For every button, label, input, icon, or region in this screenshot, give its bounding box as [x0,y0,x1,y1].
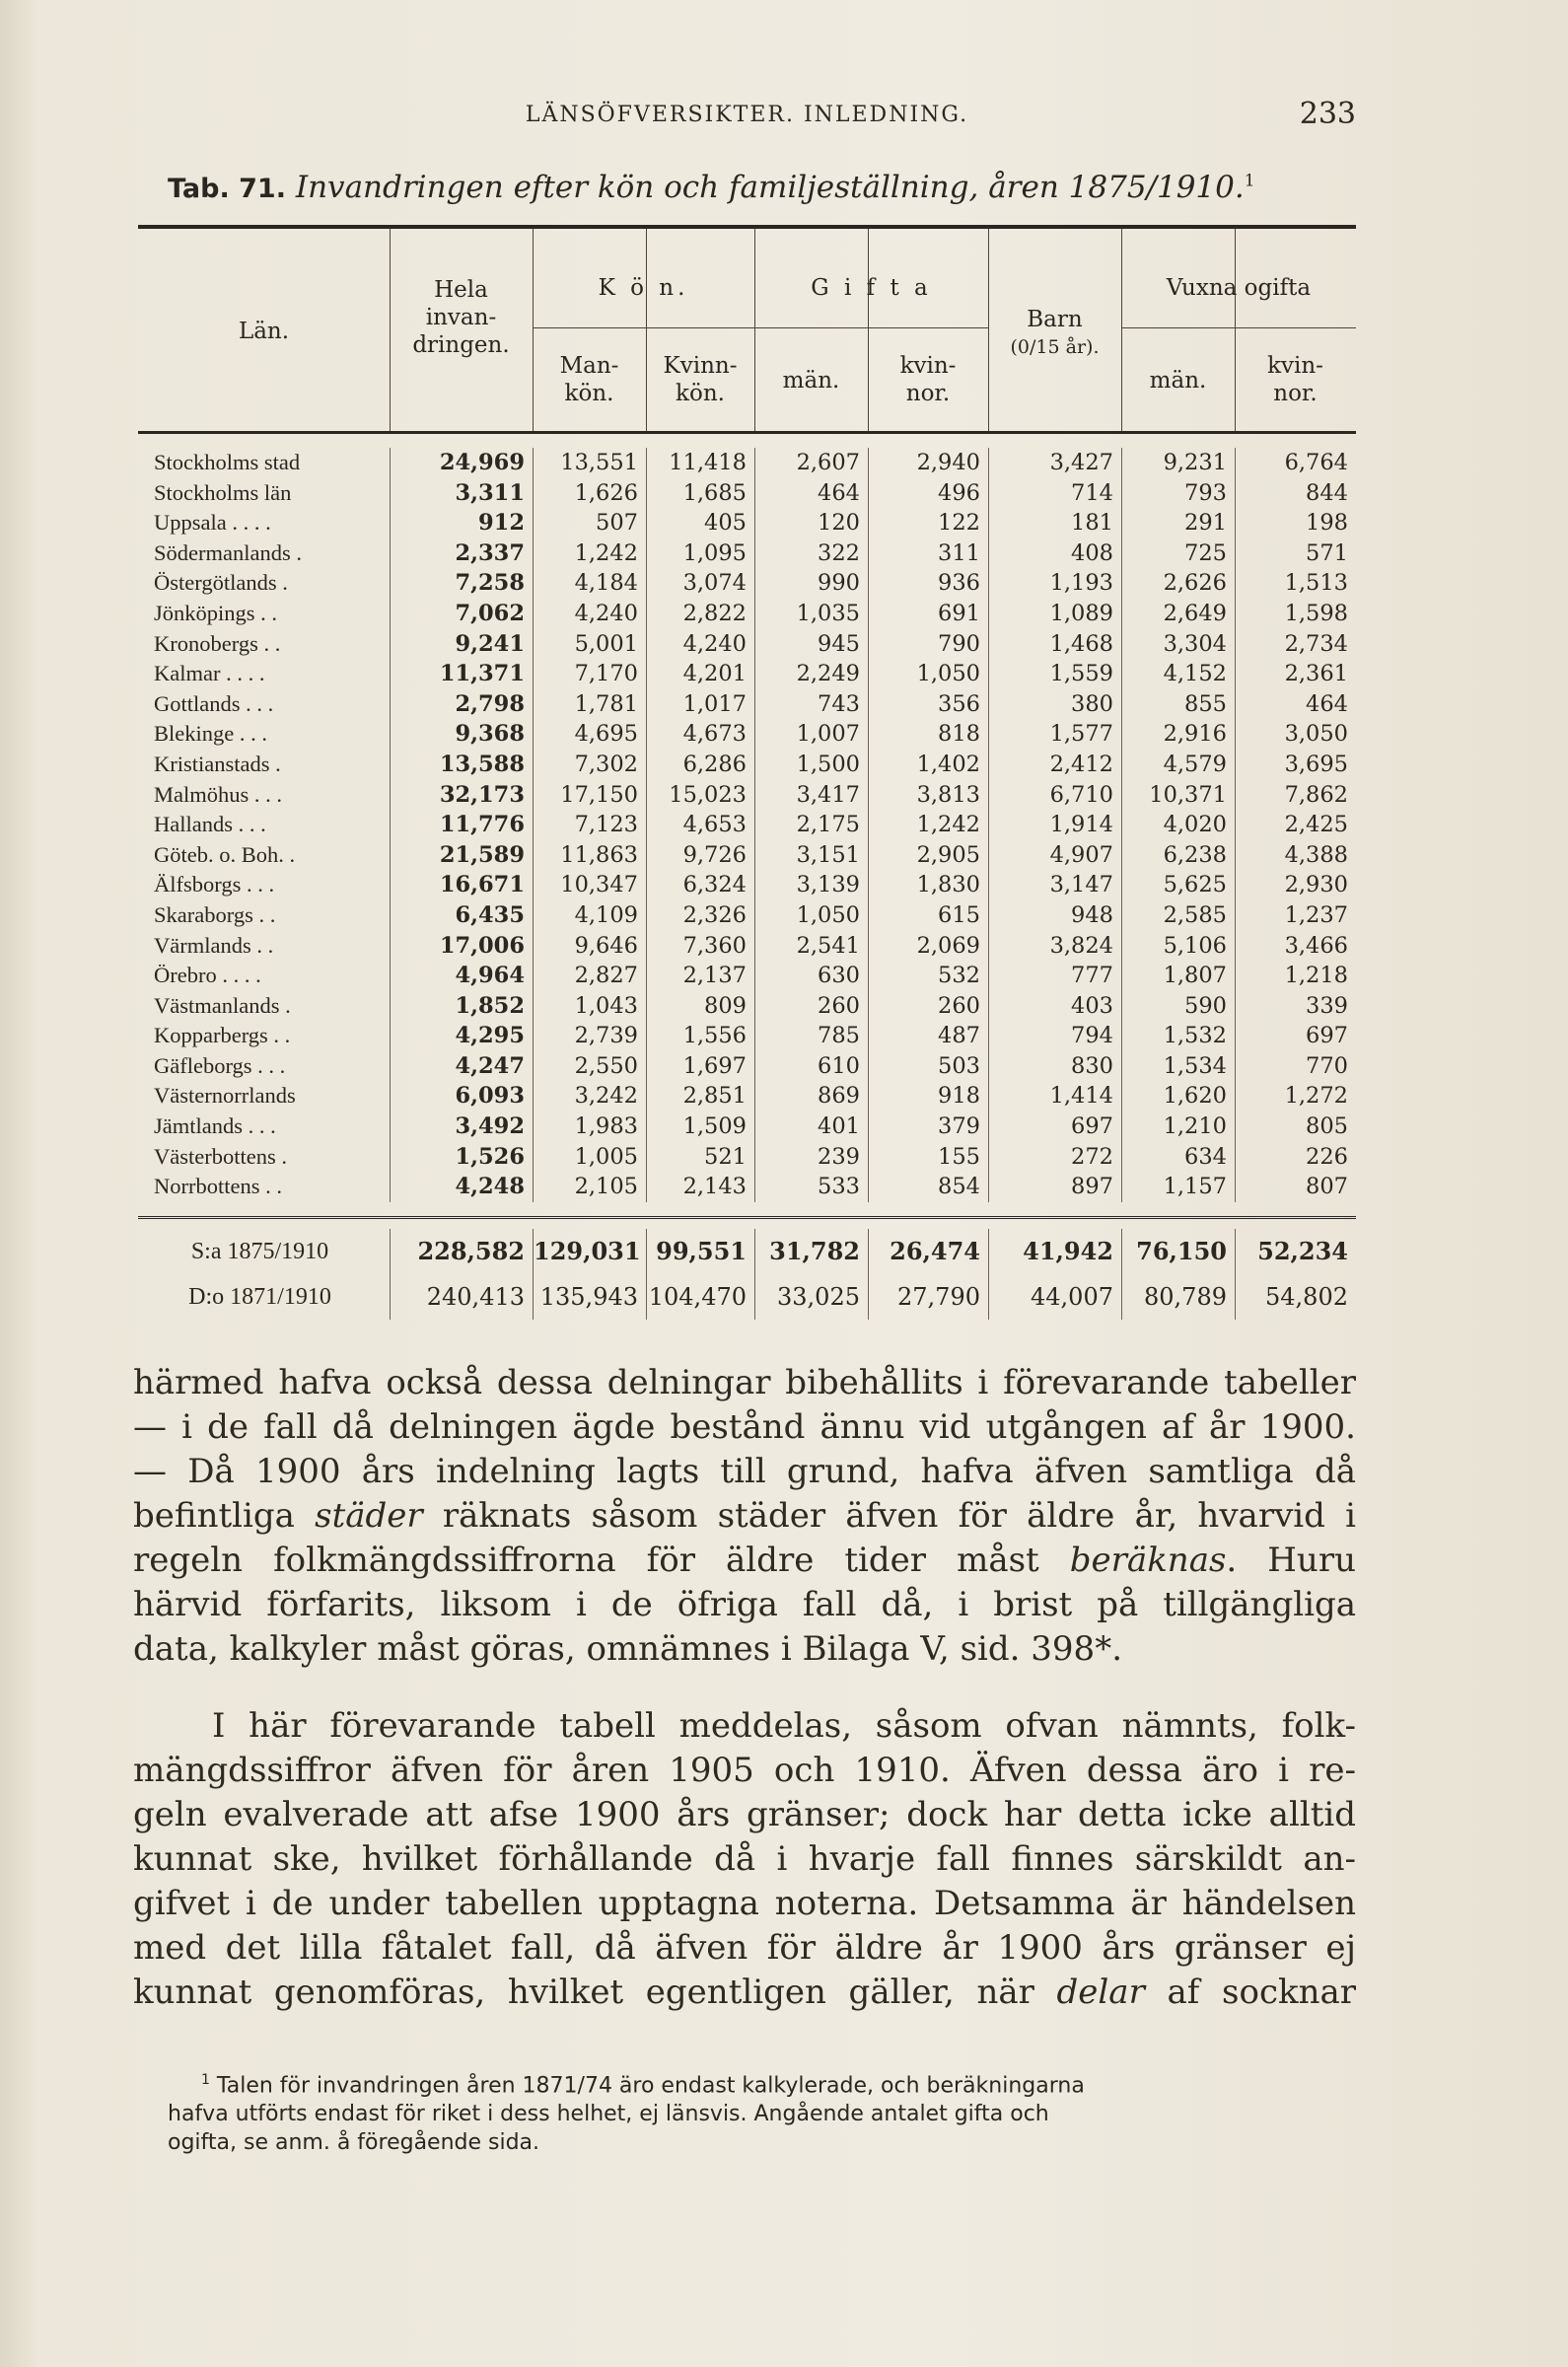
table-cell: 17,006 [390,931,533,962]
table-cell: 4,695 [533,719,646,750]
table-cell: 260 [868,991,988,1022]
table-cell: 1,007 [754,719,868,750]
table-cell: 7,862 [1235,780,1356,811]
table-cell: 403 [988,991,1121,1022]
table-cell: 630 [754,961,868,991]
p2-line: mängdssiffror äfven för åren 1905 och 1910. Äfven dessa äro i re- [133,1751,1356,1790]
emphasis-beraknas: beräknas [1069,1541,1227,1580]
p1-line: härvid förfarits, liksom i de öfriga fall då, i brist på tillgängliga [133,1585,1356,1624]
running-head [138,97,1356,136]
table-cell: 3,813 [868,780,988,811]
table-cell: 793 [1121,478,1235,509]
footnote-line: $^1$ Talen för invandringen åren 1871/74 äro endast kalkylerade, och beräkningarna [201,2072,1085,2099]
table-cell: 1,852 [390,991,533,1022]
table-cell: 2,822 [646,599,754,629]
table-cell: 239 [754,1142,868,1173]
table-cell: 228,582 [390,1229,533,1274]
table-header [138,229,1356,434]
header-vuxna: Vuxna ogifta [1166,275,1312,301]
row-label: Stockholms stad [154,450,301,474]
table-cell: 6,710 [988,780,1121,811]
table-cell: 26,474 [868,1229,988,1274]
paragraph-2 [133,1704,1356,2015]
table-cell: 31,782 [754,1229,868,1274]
table-cell: 2,585 [1121,900,1235,931]
table-cell: 4,152 [1121,659,1235,689]
row-label: D:o 1871/1910 [188,1283,331,1310]
table-cell: 76,150 [1121,1229,1235,1274]
table-cell: 3,304 [1121,629,1235,660]
table-cell: 9,726 [646,840,754,871]
table-cell: 54,802 [1235,1274,1356,1320]
table-cell: 9,231 [1121,448,1235,478]
table-cell: 2,105 [533,1172,646,1202]
table-cell: 1,697 [646,1051,754,1082]
table-cell: 2,649 [1121,599,1235,629]
table-cell: 260 [754,991,868,1022]
table-cell: 1,157 [1121,1172,1235,1202]
table-cell: 844 [1235,478,1356,509]
header-kon: K ö n. [598,275,689,301]
table-cell: 322 [754,538,868,569]
table-cell: 1,781 [533,689,646,720]
table-cell: 777 [988,961,1121,991]
row-label: Hallands . . . [154,812,266,837]
table-cell: 10,347 [533,870,646,900]
table-cell: 869 [754,1081,868,1112]
table-cell: 6,238 [1121,840,1235,871]
table-cell: 4,020 [1121,810,1235,840]
table-cell: 311 [868,538,988,569]
running-head-title: LÄNSÖFVERSIKTER. INLEDNING. [525,103,969,127]
table-cell: 122 [868,508,988,538]
p2-line: I här förevarande tabell meddelas, såsom ofvan nämnts, folk- [212,1706,1356,1746]
table-body [138,434,1356,1202]
table-title: Invandringen efter kön och familjeställning, åren 1875/1910. [295,170,1245,205]
table-cell: 615 [868,900,988,931]
table-cell: 2,798 [390,689,533,720]
table-cell: 291 [1121,508,1235,538]
table-cell: 610 [754,1051,868,1082]
p1-line: data, kalkyler måst göras, omnämnes i Bilaga V, sid. 398*. [133,1629,1122,1669]
table-cell: 1,242 [533,538,646,569]
table-cell: 4,295 [390,1021,533,1051]
table-cell: 1,983 [533,1112,646,1142]
table-cell: 1,035 [754,599,868,629]
table-cell: 1,830 [868,870,988,900]
table-cell: 44,007 [988,1274,1121,1320]
table-cell: 1,556 [646,1021,754,1051]
row-label: Värmlands . . [154,932,274,958]
table-cell: 945 [754,629,868,660]
table-cell: 2,249 [754,659,868,689]
table-cell: 2,143 [646,1172,754,1202]
table-cell: 5,625 [1121,870,1235,900]
table-cell: 464 [754,478,868,509]
table-cell: 855 [1121,689,1235,720]
table-cell: 1,218 [1235,961,1356,991]
row-label: Örebro . . . . [154,963,261,988]
table-cell: 380 [988,689,1121,720]
footnote-line: ogifta, se anm. å föregående sida. [168,2130,540,2156]
table-cell: 17,150 [533,780,646,811]
table-cell: 743 [754,689,868,720]
table-cell: 4,388 [1235,840,1356,871]
table-cell: 272 [988,1142,1121,1173]
header-mankon: Man- kön. [559,353,619,406]
table-cell: 1,626 [533,478,646,509]
table-cell: 3,050 [1235,719,1356,750]
table-cell: 4,109 [533,900,646,931]
table-cell: 3,466 [1235,931,1356,962]
table-cell: 521 [646,1142,754,1173]
row-label: Gottlands . . . [154,690,274,716]
table-cell: 1,534 [1121,1051,1235,1082]
paragraph-1 [133,1361,1356,1672]
table-cell: 3,695 [1235,750,1356,780]
table-cell: 24,969 [390,448,533,478]
p2-line: med det lilla fåtalet fall, då äfven för äldre år 1900 års gränser ej [133,1928,1356,1968]
table-cell: 13,551 [533,448,646,478]
row-label: Västernorrlands [154,1083,296,1109]
table-cell: 198 [1235,508,1356,538]
table-cell: 52,234 [1235,1229,1356,1274]
table-cell: 2,337 [390,538,533,569]
table-cell: 918 [868,1081,988,1112]
table-cell: 830 [988,1051,1121,1082]
header-lan: Län. [238,319,290,344]
emphasis-stader: städer [315,1496,423,1536]
table-cell: 2,361 [1235,659,1356,689]
table-cell: 7,123 [533,810,646,840]
header-gifta: G i f t a [811,275,932,301]
table-cell: 41,942 [988,1229,1121,1274]
table-cell: 11,863 [533,840,646,871]
table-cell: 2,916 [1121,719,1235,750]
header-hela: Hela invan- dringen. [412,277,510,358]
table-cell: 6,093 [390,1081,533,1112]
caption-note-mark: 1 [1244,171,1255,191]
table-cell: 1,210 [1121,1112,1235,1142]
row-label: Blekinge . . . [154,721,267,747]
table-cell: 104,470 [646,1274,754,1320]
row-label: Kronobergs . . [154,630,281,656]
table-cell: 3,139 [754,870,868,900]
table-cell: 936 [868,568,988,599]
table-cell: 818 [868,719,988,750]
row-label: Västmanlands . [154,992,291,1018]
table-cell: 27,790 [868,1274,988,1320]
table-cell: 15,023 [646,780,754,811]
table-cell: 1,598 [1235,599,1356,629]
table-cell: 240,413 [390,1274,533,1320]
table-cell: 1,050 [868,659,988,689]
table-cell: 1,089 [988,599,1121,629]
table-cell: 4,247 [390,1051,533,1082]
table-cell: 1,620 [1121,1081,1235,1112]
row-label: Göteb. o. Boh. . [154,841,296,867]
table-cell: 2,425 [1235,810,1356,840]
table-cell: 1,559 [988,659,1121,689]
table-cell: 4,579 [1121,750,1235,780]
header-gifta-man: män. [782,368,840,394]
row-label: Jönköpings . . [154,600,278,625]
table-cell: 155 [868,1142,988,1173]
table-cell: 11,418 [646,448,754,478]
table-cell: 32,173 [390,780,533,811]
table-cell: 590 [1121,991,1235,1022]
table-cell: 33,025 [754,1274,868,1320]
table-cell: 4,201 [646,659,754,689]
table-cell: 6,764 [1235,448,1356,478]
table-cell: 2,550 [533,1051,646,1082]
table-cell: 226 [1235,1142,1356,1173]
table-cell: 135,943 [533,1274,646,1320]
table-cell: 1,685 [646,478,754,509]
footnote-line: hafva utförts endast för riket i dess helhet, ej länsvis. Angående antalet gifta och [168,2102,1049,2127]
table-cell: 807 [1235,1172,1356,1202]
table-cell: 809 [646,991,754,1022]
table-cell: 464 [1235,689,1356,720]
table-cell: 4,240 [533,599,646,629]
table-cell: 7,302 [533,750,646,780]
table-cell: 181 [988,508,1121,538]
p1-line: — i de fall då delningen ägde bestånd ännu vid utgången af år 1900. [133,1407,1356,1447]
table-cell: 785 [754,1021,868,1051]
table-cell: 4,184 [533,568,646,599]
table-cell: 714 [988,478,1121,509]
table-cell: 6,435 [390,900,533,931]
table-cell: 503 [868,1051,988,1082]
table-cell: 1,526 [390,1142,533,1173]
table-cell: 2,175 [754,810,868,840]
table-cell: 7,170 [533,659,646,689]
table-cell: 408 [988,538,1121,569]
table-cell: 9,646 [533,931,646,962]
table-cell: 5,001 [533,629,646,660]
table-cell: 6,324 [646,870,754,900]
table-cell: 990 [754,568,868,599]
table-cell: 2,626 [1121,568,1235,599]
table-cell: 80,789 [1121,1274,1235,1320]
table-cell: 2,607 [754,448,868,478]
row-label: Gäfleborgs . . . [154,1052,286,1078]
table-cell: 356 [868,689,988,720]
row-label: Uppsala . . . . [154,510,271,536]
row-label: Västerbottens . [154,1143,287,1169]
table-sum-rows [138,1216,1356,1320]
table-cell: 2,137 [646,961,754,991]
table-cell: 1,043 [533,991,646,1022]
table-cell: 9,241 [390,629,533,660]
table-cell: 10,371 [1121,780,1235,811]
table-cell: 129,031 [533,1229,646,1274]
table-cell: 339 [1235,991,1356,1022]
row-label: Älfsborgs . . . [154,872,275,897]
table-cell: 6,286 [646,750,754,780]
table-cell: 1,577 [988,719,1121,750]
footnote [168,2066,1356,2157]
header-vuxna-man: män. [1149,368,1207,394]
table-cell: 1,500 [754,750,868,780]
table-cell: 790 [868,629,988,660]
table-cell: 4,964 [390,961,533,991]
table-cell: 16,671 [390,870,533,900]
table-cell: 3,242 [533,1081,646,1112]
table-cell: 7,258 [390,568,533,599]
footnote-mark: 1 [201,2072,210,2088]
table-cell: 1,242 [868,810,988,840]
table-cell: 496 [868,478,988,509]
table-cell: 2,827 [533,961,646,991]
table-cell: 120 [754,508,868,538]
table-cell: 9,368 [390,719,533,750]
table-label: Tab. 71. [168,174,286,204]
table-cell: 1,807 [1121,961,1235,991]
table-cell: 770 [1235,1051,1356,1082]
table-cell: 571 [1235,538,1356,569]
table-cell: 3,824 [988,931,1121,962]
table-cell: 533 [754,1172,868,1202]
table-cell: 2,412 [988,750,1121,780]
table-cell: 2,930 [1235,870,1356,900]
row-label: Kalmar . . . . [154,661,265,686]
table-cell: 1,402 [868,750,988,780]
table-cell: 21,589 [390,840,533,871]
table-cell: 2,851 [646,1081,754,1112]
p2-line: kunnat ske, hvilket förhållande då i hvarje fall finnes särskildt an- [133,1839,1356,1879]
p2-line: gifvet i de under tabellen upptagna noterna. Detsamma är händelsen [133,1884,1356,1923]
table-cell: 532 [868,961,988,991]
table-cell: 2,326 [646,900,754,931]
table-cell: 2,905 [868,840,988,871]
table-cell: 1,914 [988,810,1121,840]
page-number: 233 [1299,97,1356,131]
table-cell: 1,017 [646,689,754,720]
table-cell: 1,513 [1235,568,1356,599]
table-cell: 4,907 [988,840,1121,871]
table-cell: 697 [1235,1021,1356,1051]
table-cell: 3,417 [754,780,868,811]
table-cell: 3,311 [390,478,533,509]
table-cell: 3,151 [754,840,868,871]
p2-line: geln evalverade att afse 1900 års gränser; dock har detta icke alltid [133,1795,1356,1834]
header-kvinnkon: Kvinn- kön. [663,353,738,406]
row-label: Malmöhus . . . [154,781,283,807]
p1-line: härmed hafva också dessa delningar bibehållits i förevarande tabeller [133,1363,1356,1402]
table-cell: 634 [1121,1142,1235,1173]
table-cell: 805 [1235,1112,1356,1142]
header-vuxna-kvinnor: kvin- nor. [1267,353,1323,406]
table-cell: 1,509 [646,1112,754,1142]
table-cell: 4,673 [646,719,754,750]
table-cell: 3,492 [390,1112,533,1142]
table-cell: 99,551 [646,1229,754,1274]
table-cell: 948 [988,900,1121,931]
table-cell: 379 [868,1112,988,1142]
table-cell: 4,653 [646,810,754,840]
row-label: S:a 1875/1910 [190,1238,329,1264]
table-cell: 3,147 [988,870,1121,900]
table-cell: 1,532 [1121,1021,1235,1051]
table-cell: 897 [988,1172,1121,1202]
row-label: Jämtlands . . . [154,1113,276,1139]
table-cell: 2,739 [533,1021,646,1051]
table-cell: 2,940 [868,448,988,478]
table-cell: 854 [868,1172,988,1202]
p1-line: befintliga städer räknats såsom städer äfven för äldre år, hvarvid i [133,1496,1356,1536]
header-gifta-kvinnor: kvin- nor. [899,353,957,406]
table-cell: 5,106 [1121,931,1235,962]
row-label: Norrbottens . . [154,1174,282,1199]
table-cell: 725 [1121,538,1235,569]
table-cell: 405 [646,508,754,538]
header-barn: Barn (0/15 år). [1010,307,1100,358]
table-cell: 3,074 [646,568,754,599]
table-cell: 2,069 [868,931,988,962]
table-cell: 912 [390,508,533,538]
table-cell: 1,095 [646,538,754,569]
table-cell: 1,414 [988,1081,1121,1112]
table-cell: 697 [988,1112,1121,1142]
table-cell: 4,240 [646,629,754,660]
table-caption [168,170,1255,205]
table-cell: 401 [754,1112,868,1142]
table-cell: 4,248 [390,1172,533,1202]
table-cell: 507 [533,508,646,538]
table-cell: 2,541 [754,931,868,962]
table-cell: 1,050 [754,900,868,931]
statistics-table [138,225,1356,1320]
table-cell: 1,468 [988,629,1121,660]
table-cell: 1,005 [533,1142,646,1173]
table-cell: 691 [868,599,988,629]
table-cell: 3,427 [988,448,1121,478]
table-cell: 794 [988,1021,1121,1051]
emphasis-delar: delar [1056,1972,1145,2012]
table-cell: 1,272 [1235,1081,1356,1112]
table-cell: 487 [868,1021,988,1051]
row-label: Skaraborgs . . [154,901,276,927]
p2-line: kunnat genomföras, hvilket egentligen gäller, när delar af socknar [133,1972,1357,2012]
row-label: Kopparbergs . . [154,1023,291,1048]
row-label: Östergötlands . [154,570,288,596]
table-cell: 13,588 [390,750,533,780]
table-cell: 11,371 [390,659,533,689]
table-cell: 7,360 [646,931,754,962]
row-label: Kristianstads . [154,751,281,776]
row-label: Södermanlands . [154,539,302,565]
table-cell: 7,062 [390,599,533,629]
row-label: Stockholms län [154,479,292,505]
table-cell: 1,237 [1235,900,1356,931]
table-cell: 11,776 [390,810,533,840]
p1-line: regeln folkmängdssiffrorna för äldre tider måst beräknas. Huru [133,1541,1356,1580]
p1-line: — Då 1900 års indelning lagts till grund, hafva äfven samtliga då [133,1452,1356,1491]
table-cell: 1,193 [988,568,1121,599]
table-cell: 2,734 [1235,629,1356,660]
